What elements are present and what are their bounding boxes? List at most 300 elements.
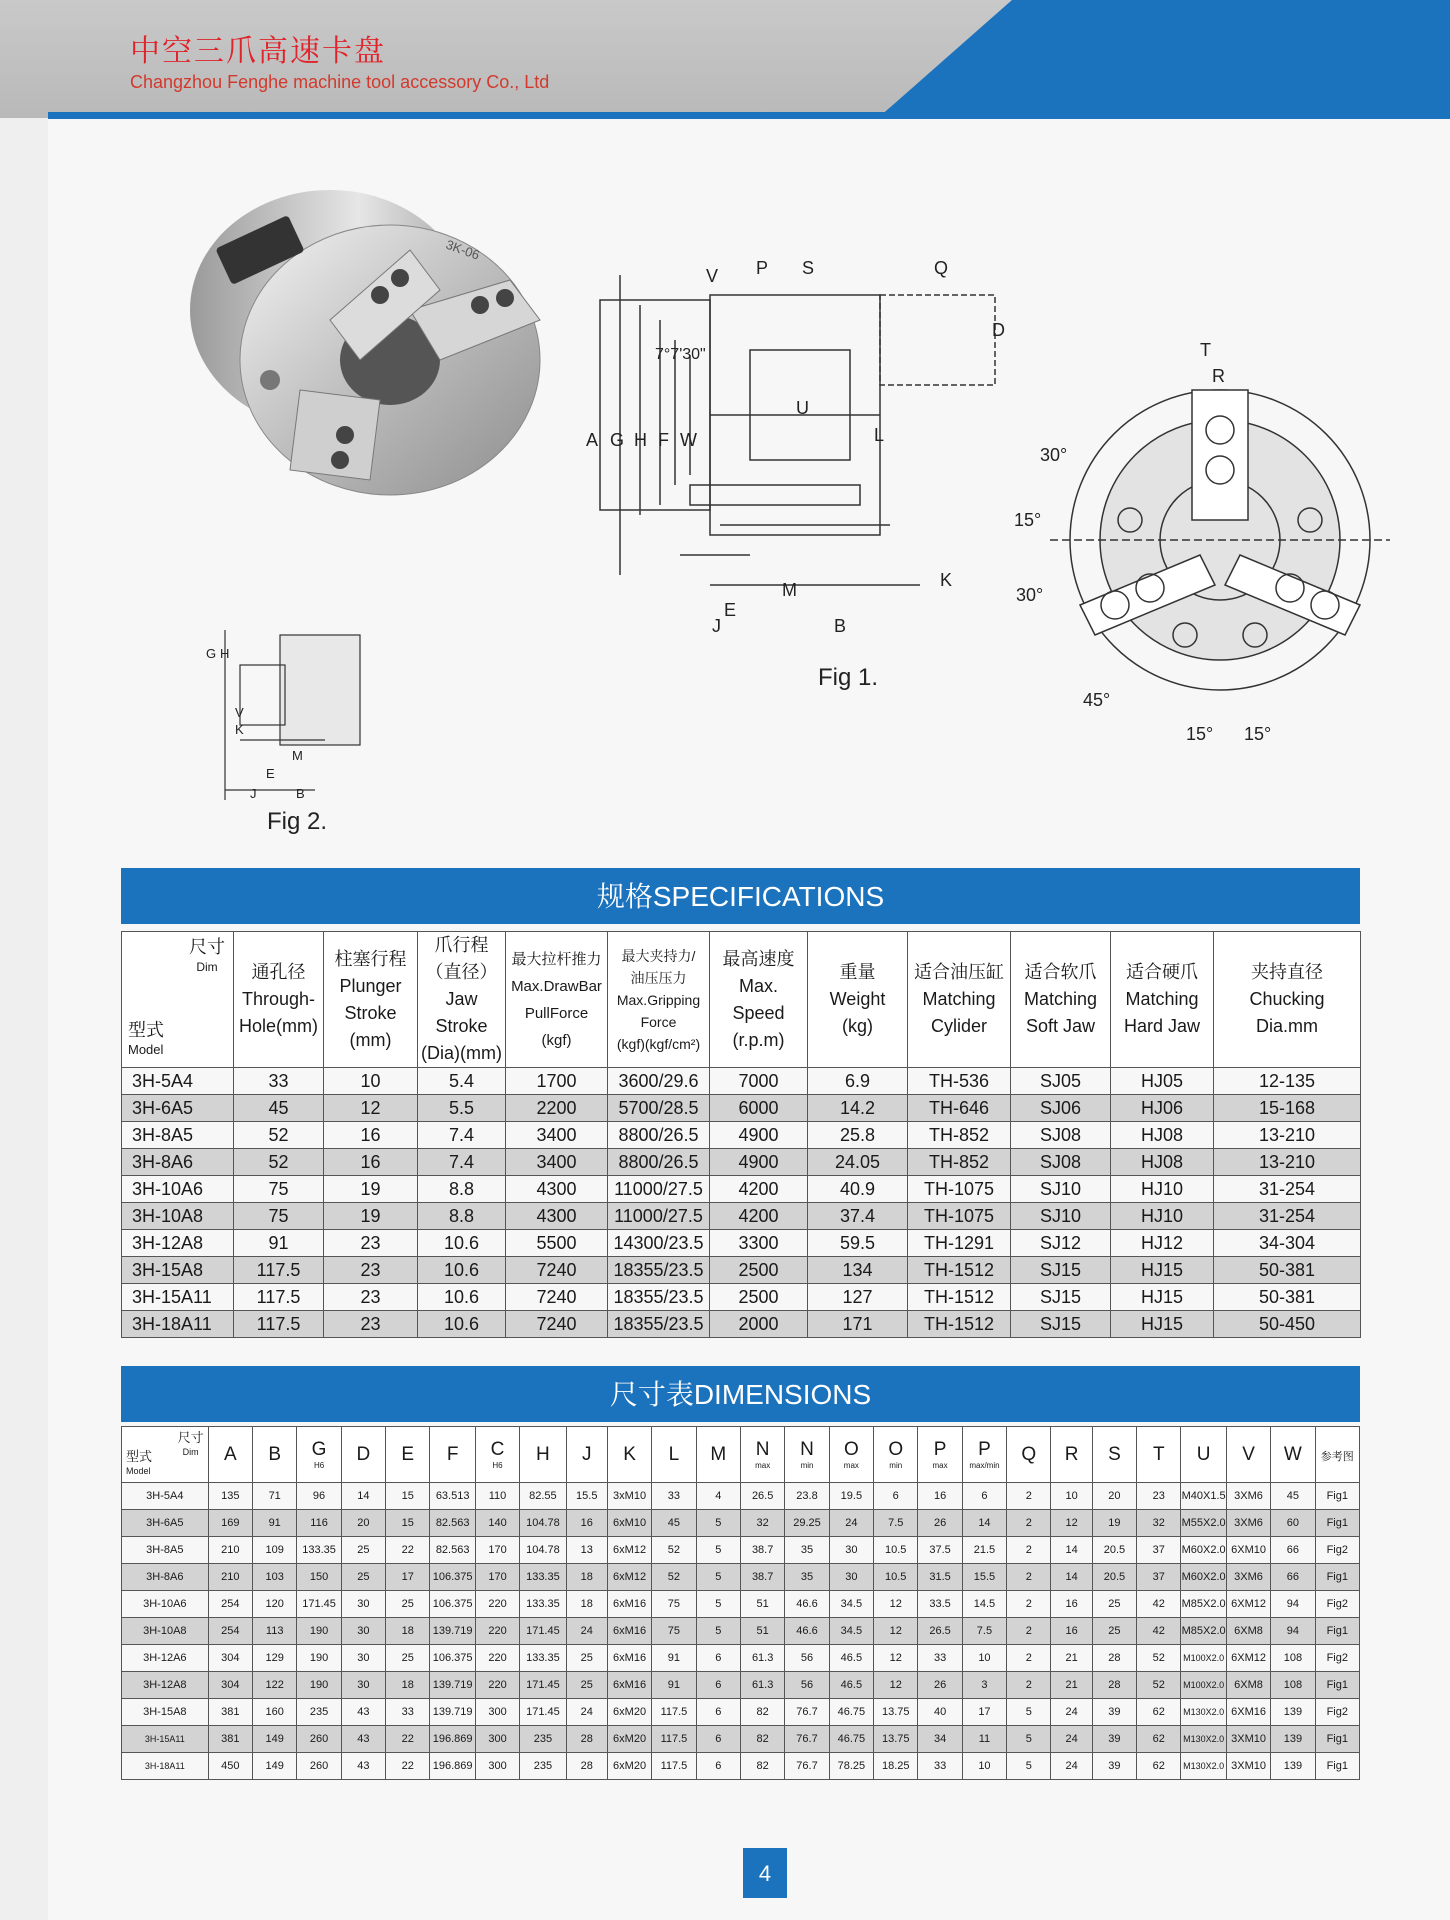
dim-value-cell: 32 — [1137, 1510, 1181, 1537]
spec-value-cell: SJ10 — [1011, 1176, 1111, 1203]
spec-value-cell: 18355/23.5 — [608, 1257, 710, 1284]
spec-value-cell: HJ10 — [1111, 1176, 1214, 1203]
dim-value-cell: 16 — [566, 1510, 607, 1537]
dim-value-cell: 17 — [386, 1564, 430, 1591]
dim-value-cell: 18 — [566, 1564, 607, 1591]
spec-header-through-hole: 通孔径 Through- Hole(mm) — [234, 932, 324, 1068]
dim-value-cell: 66 — [1271, 1564, 1315, 1591]
dim-header-sub: min — [889, 1461, 903, 1470]
dim-value-cell: 30 — [341, 1618, 385, 1645]
dim-value-cell: 30 — [341, 1645, 385, 1672]
dim-value-cell: 196.869 — [430, 1753, 475, 1780]
dim-header-cell — [696, 1427, 740, 1483]
dim-value-cell: 6xM20 — [607, 1699, 651, 1726]
angle-label-30-lower: 30° — [1016, 585, 1044, 605]
spec-value-cell: 11000/27.5 — [608, 1203, 710, 1230]
dim-header-cell — [341, 1427, 385, 1483]
dim-value-cell: 82 — [740, 1726, 784, 1753]
spec-model-cell: 3H-5A4 — [122, 1068, 234, 1095]
spec-value-cell: SJ12 — [1011, 1230, 1111, 1257]
dim-header-label: Q — [1021, 1443, 1037, 1465]
spec-value-cell: 16 — [324, 1122, 418, 1149]
dim-header-label: O — [843, 1439, 859, 1460]
spec-header-cylinder: 适合油压缸 Matching Cylider — [908, 932, 1011, 1068]
dim-value-cell: M130X2.0 — [1181, 1699, 1226, 1726]
dim-table-row — [122, 1726, 1360, 1753]
dim-value-cell: 12 — [874, 1591, 918, 1618]
spec-value-cell: HJ05 — [1111, 1068, 1214, 1095]
dim-header-sub: H6 — [313, 1461, 325, 1470]
spec-value-cell: 5.4 — [418, 1068, 506, 1095]
dim-value-cell: 16 — [1051, 1618, 1092, 1645]
fig1-letter-u: U — [796, 398, 809, 418]
dim-value-cell: 91 — [652, 1645, 696, 1672]
dim-value-cell: M40X1.5 — [1181, 1483, 1226, 1510]
spec-model-cell: 3H-15A11 — [122, 1284, 234, 1311]
dim-value-cell: 25 — [386, 1591, 430, 1618]
spec-value-cell: SJ15 — [1011, 1257, 1111, 1284]
corner-dim-cn: 尺寸 — [189, 937, 225, 957]
fig1-letter-m: M — [782, 580, 797, 600]
dim-header-label: H — [536, 1443, 550, 1465]
dim-value-cell: M55X2.0 — [1181, 1510, 1226, 1537]
spec-value-cell: TH-1291 — [908, 1230, 1011, 1257]
spec-corner-header — [122, 932, 234, 1068]
dim-value-cell: 7.5 — [962, 1618, 1006, 1645]
dim-model-cell: 3H-12A6 — [122, 1645, 209, 1672]
spec-value-cell: 8800/26.5 — [608, 1149, 710, 1176]
spec-value-cell: 13-210 — [1214, 1149, 1361, 1176]
spec-value-cell: 3400 — [506, 1149, 608, 1176]
dim-value-cell: 5 — [1007, 1699, 1051, 1726]
spec-table-row — [122, 1284, 1361, 1311]
dim-value-cell: 109 — [253, 1537, 297, 1564]
dim-value-cell: 25 — [386, 1645, 430, 1672]
chuck-photo — [180, 170, 570, 520]
dim-model-cell: 3H-6A5 — [122, 1510, 209, 1537]
spec-value-cell: 3300 — [710, 1230, 808, 1257]
dim-value-cell: 13 — [566, 1537, 607, 1564]
dim-header-cell — [297, 1427, 341, 1483]
spec-value-cell: 91 — [234, 1230, 324, 1257]
dim-value-cell: 42 — [1137, 1618, 1181, 1645]
fig1-front-view — [1020, 360, 1390, 730]
dim-value-cell: 254 — [208, 1591, 252, 1618]
dim-value-cell: 6xM20 — [607, 1753, 651, 1780]
dim-header-cell — [253, 1427, 297, 1483]
dim-value-cell: 82.563 — [430, 1537, 475, 1564]
dim-value-cell: 108 — [1271, 1645, 1315, 1672]
spec-value-cell: 117.5 — [234, 1257, 324, 1284]
header-rule — [48, 112, 1450, 119]
dim-value-cell: 6XM8 — [1226, 1672, 1270, 1699]
spec-value-cell: 7.4 — [418, 1149, 506, 1176]
dim-value-cell: 235 — [520, 1726, 566, 1753]
dim-value-cell: 139 — [1271, 1753, 1315, 1780]
dim-value-cell: Fig2 — [1315, 1645, 1359, 1672]
dim-value-cell: 52 — [1137, 1645, 1181, 1672]
dim-value-cell: 4 — [696, 1483, 740, 1510]
dim-value-cell: Fig1 — [1315, 1564, 1359, 1591]
dim-value-cell: 5 — [696, 1564, 740, 1591]
dim-table-row — [122, 1537, 1360, 1564]
dim-value-cell: 23 — [1137, 1483, 1181, 1510]
dim-value-cell: M60X2.0 — [1181, 1564, 1226, 1591]
dim-corner-dim-en: Dim — [182, 1447, 199, 1457]
dim-value-cell: 171.45 — [520, 1672, 566, 1699]
dim-value-cell: Fig1 — [1315, 1618, 1359, 1645]
fig2-letter-m: M — [292, 748, 303, 763]
dim-value-cell: 29.25 — [785, 1510, 829, 1537]
spec-value-cell: 1700 — [506, 1068, 608, 1095]
dim-value-cell: 300 — [475, 1699, 519, 1726]
dim-value-cell: 63.513 — [430, 1483, 475, 1510]
spec-value-cell: 24.05 — [808, 1149, 908, 1176]
spec-value-cell: 50-381 — [1214, 1257, 1361, 1284]
angle-label-15-left: 15° — [1014, 510, 1042, 530]
corner-dim-en: Dim — [196, 960, 218, 974]
spec-value-cell: 19 — [324, 1176, 418, 1203]
dim-header-cell — [1092, 1427, 1136, 1483]
dim-model-cell: 3H-15A11 — [122, 1726, 209, 1753]
dim-model-cell: 3H-5A4 — [122, 1483, 209, 1510]
spec-value-cell: 171 — [808, 1311, 908, 1338]
dim-header-label: D — [356, 1443, 371, 1465]
dim-value-cell: 18 — [386, 1672, 430, 1699]
dimensions-title: 尺寸表DIMENSIONS — [121, 1366, 1360, 1422]
spec-value-cell: 52 — [234, 1149, 324, 1176]
spec-value-cell: SJ06 — [1011, 1095, 1111, 1122]
dim-value-cell: 24 — [566, 1618, 607, 1645]
page-title: 中空三爪高速卡盘 — [130, 35, 386, 68]
dim-value-cell: 37 — [1137, 1537, 1181, 1564]
dim-value-cell: 10 — [1051, 1483, 1092, 1510]
spec-value-cell: TH-1512 — [908, 1311, 1011, 1338]
dim-model-cell: 3H-15A8 — [122, 1699, 209, 1726]
dim-value-cell: 106.375 — [430, 1645, 475, 1672]
dim-header-cell — [918, 1427, 962, 1483]
dim-value-cell: 43 — [341, 1699, 385, 1726]
fig2-letter-g: G — [206, 646, 217, 661]
dim-header-label: T — [1152, 1443, 1165, 1465]
dim-value-cell: 31.5 — [918, 1564, 962, 1591]
spec-value-cell: TH-536 — [908, 1068, 1011, 1095]
dim-value-cell: 37.5 — [918, 1537, 962, 1564]
dim-value-cell: 22 — [386, 1753, 430, 1780]
dim-value-cell: M130X2.0 — [1181, 1753, 1226, 1780]
spec-table-row — [122, 1095, 1361, 1122]
dim-value-cell: 122 — [253, 1672, 297, 1699]
dim-value-cell: 3 — [962, 1672, 1006, 1699]
spec-value-cell: HJ06 — [1111, 1095, 1214, 1122]
dim-header-label: L — [668, 1443, 680, 1465]
dim-value-cell: 39 — [1092, 1699, 1136, 1726]
spec-value-cell: TH-1512 — [908, 1257, 1011, 1284]
dim-value-cell: 46.6 — [785, 1591, 829, 1618]
dim-value-cell: M100X2.0 — [1181, 1672, 1226, 1699]
fig1-letter-d: D — [992, 320, 1005, 340]
dim-table-row — [122, 1753, 1360, 1780]
dim-header-label: R — [1064, 1443, 1079, 1465]
dim-header-sub: max/min — [969, 1461, 1000, 1470]
dim-header-sub: max — [932, 1461, 948, 1470]
dim-header-cell — [962, 1427, 1006, 1483]
fig1-letter-l: L — [874, 425, 885, 445]
dim-header-label: J — [582, 1443, 592, 1465]
dim-value-cell: 14 — [1051, 1537, 1092, 1564]
dim-value-cell: 13.75 — [874, 1726, 918, 1753]
dim-value-cell: 46.6 — [785, 1618, 829, 1645]
dim-value-cell: 33 — [652, 1483, 696, 1510]
dim-value-cell: 17 — [962, 1699, 1006, 1726]
dim-value-cell: 23.8 — [785, 1483, 829, 1510]
dim-value-cell: 78.25 — [829, 1753, 873, 1780]
dim-value-cell: M130X2.0 — [1181, 1726, 1226, 1753]
dim-value-cell: 3XM6 — [1226, 1564, 1270, 1591]
spec-value-cell: HJ08 — [1111, 1122, 1214, 1149]
spec-value-cell: TH-852 — [908, 1149, 1011, 1176]
dim-value-cell: 76.7 — [785, 1753, 829, 1780]
dim-header-label: U — [1196, 1443, 1211, 1465]
dim-value-cell: 30 — [341, 1672, 385, 1699]
dim-header-label: B — [268, 1443, 282, 1465]
dim-table-row — [122, 1483, 1360, 1510]
fig1-letter-j: J — [712, 616, 721, 636]
dim-header-label: S — [1108, 1443, 1121, 1465]
dim-value-cell: 39 — [1092, 1726, 1136, 1753]
dim-value-cell: 117.5 — [652, 1753, 696, 1780]
spec-value-cell: 11000/27.5 — [608, 1176, 710, 1203]
dim-value-cell: 35 — [785, 1564, 829, 1591]
dim-value-cell: 171.45 — [297, 1591, 341, 1618]
dim-value-cell: 381 — [208, 1726, 252, 1753]
angle-label-15-b: 15° — [1244, 724, 1272, 744]
dim-header-sub: H6 — [492, 1461, 503, 1470]
page-number: 4 — [743, 1848, 787, 1898]
spec-value-cell: 10.6 — [418, 1257, 506, 1284]
dim-value-cell: 3XM6 — [1226, 1483, 1270, 1510]
dim-value-cell: 210 — [208, 1564, 252, 1591]
dim-value-cell: Fig1 — [1315, 1483, 1359, 1510]
dim-value-cell: 106.375 — [430, 1591, 475, 1618]
spec-value-cell: 50-450 — [1214, 1311, 1361, 1338]
spec-value-cell: 10 — [324, 1068, 418, 1095]
spec-value-cell: 4200 — [710, 1176, 808, 1203]
spec-value-cell: 50-381 — [1214, 1284, 1361, 1311]
dim-value-cell: 46.5 — [829, 1645, 873, 1672]
dim-value-cell: Fig2 — [1315, 1699, 1359, 1726]
specifications-title: 规格SPECIFICATIONS — [121, 868, 1360, 924]
spec-value-cell: 52 — [234, 1122, 324, 1149]
spec-value-cell: 45 — [234, 1095, 324, 1122]
dim-value-cell: 14 — [1051, 1564, 1092, 1591]
dim-value-cell: 26.5 — [918, 1618, 962, 1645]
dim-value-cell: 96 — [297, 1483, 341, 1510]
dim-value-cell: 28 — [566, 1726, 607, 1753]
dim-value-cell: 300 — [475, 1753, 519, 1780]
dim-value-cell: 52 — [1137, 1672, 1181, 1699]
dim-value-cell: 5 — [696, 1537, 740, 1564]
dim-value-cell: Fig2 — [1315, 1537, 1359, 1564]
dim-value-cell: 16 — [1051, 1591, 1092, 1618]
dim-value-cell: 26 — [918, 1510, 962, 1537]
spec-value-cell: 31-254 — [1214, 1203, 1361, 1230]
dim-value-cell: 21.5 — [962, 1537, 1006, 1564]
fig1-letter-k: K — [940, 570, 953, 590]
dim-value-cell: 33 — [918, 1645, 962, 1672]
dim-value-cell: 150 — [297, 1564, 341, 1591]
spec-header-hard-jaw: 适合硬爪 Matching Hard Jaw — [1111, 932, 1214, 1068]
dim-value-cell: 71 — [253, 1483, 297, 1510]
dim-value-cell: 12 — [1051, 1510, 1092, 1537]
dim-header-cell — [652, 1427, 696, 1483]
angle-label-45: 45° — [1083, 690, 1111, 710]
spec-value-cell: 25.8 — [808, 1122, 908, 1149]
spec-model-cell: 3H-10A8 — [122, 1203, 234, 1230]
dim-value-cell: 5 — [696, 1618, 740, 1645]
corner-model-cn: 型式 — [128, 1020, 164, 1040]
dim-value-cell: 108 — [1271, 1672, 1315, 1699]
dim-value-cell: 18.25 — [874, 1753, 918, 1780]
dim-value-cell: 91 — [253, 1510, 297, 1537]
dim-header-label: F — [446, 1443, 459, 1465]
dim-value-cell: 5 — [696, 1591, 740, 1618]
dim-value-cell: 33.5 — [918, 1591, 962, 1618]
dim-value-cell: 18 — [566, 1591, 607, 1618]
dim-value-cell: 133.35 — [520, 1591, 566, 1618]
spec-model-cell: 3H-15A8 — [122, 1257, 234, 1284]
dim-value-cell: 5 — [696, 1510, 740, 1537]
dim-value-cell: 10 — [962, 1645, 1006, 1672]
spec-value-cell: 13-210 — [1214, 1122, 1361, 1149]
dim-value-cell: 160 — [253, 1699, 297, 1726]
dim-value-cell: 133.35 — [520, 1564, 566, 1591]
dim-value-cell: 62 — [1137, 1726, 1181, 1753]
dim-value-cell: 94 — [1271, 1591, 1315, 1618]
spec-value-cell: 8.8 — [418, 1203, 506, 1230]
spec-table-row — [122, 1257, 1361, 1284]
dim-header-cell — [607, 1427, 651, 1483]
spec-value-cell: 37.4 — [808, 1203, 908, 1230]
spec-header-max-speed: 最高速度 Max. Speed (r.p.m) — [710, 932, 808, 1068]
dim-value-cell: 6 — [874, 1483, 918, 1510]
dim-value-cell: 76.7 — [785, 1726, 829, 1753]
dim-value-cell: 2 — [1007, 1591, 1051, 1618]
spec-header-soft-jaw: 适合软爪 Matching Soft Jaw — [1011, 932, 1111, 1068]
dim-value-cell: 20.5 — [1092, 1564, 1136, 1591]
dim-value-cell: 75 — [652, 1591, 696, 1618]
dim-value-cell: 25 — [566, 1645, 607, 1672]
dim-value-cell: 24 — [1051, 1726, 1092, 1753]
dimensions-table — [121, 1426, 1360, 1780]
spec-model-cell: 3H-8A5 — [122, 1122, 234, 1149]
dim-value-cell: 82.55 — [520, 1483, 566, 1510]
dim-value-cell: 2 — [1007, 1537, 1051, 1564]
dim-value-cell: 14 — [962, 1510, 1006, 1537]
dim-value-cell: 22 — [386, 1726, 430, 1753]
dim-value-cell: 25 — [1092, 1591, 1136, 1618]
dim-value-cell: 6 — [696, 1726, 740, 1753]
dim-header-label: M — [710, 1443, 727, 1465]
dim-corner-header — [122, 1427, 209, 1483]
spec-value-cell: TH-1075 — [908, 1176, 1011, 1203]
dim-value-cell: 33 — [386, 1699, 430, 1726]
spec-value-cell: 7.4 — [418, 1122, 506, 1149]
dim-value-cell: 7.5 — [874, 1510, 918, 1537]
dim-value-cell: 12 — [874, 1618, 918, 1645]
dim-value-cell: 6XM10 — [1226, 1537, 1270, 1564]
dim-value-cell: 235 — [297, 1699, 341, 1726]
spec-value-cell: 18355/23.5 — [608, 1284, 710, 1311]
fig2-letter-e: E — [266, 766, 275, 781]
dim-header-label: C — [490, 1439, 505, 1460]
spec-value-cell: 8800/26.5 — [608, 1122, 710, 1149]
corner-model-en: Model — [128, 1042, 164, 1057]
spec-value-cell: 14300/23.5 — [608, 1230, 710, 1257]
spec-header-gripping-force: 最大夹持力/ 油压压力 Max.Gripping Force (kgf)(kgf/cm²) — [608, 932, 710, 1068]
company-name: Changzhou Fenghe machine tool accessory Co., Ltd — [130, 72, 550, 92]
fig1-label: Fig 1. — [818, 664, 879, 691]
dim-value-cell: 304 — [208, 1645, 252, 1672]
fig1-letter-g: G — [610, 430, 625, 450]
dim-value-cell: 60 — [1271, 1510, 1315, 1537]
dim-value-cell: 34.5 — [829, 1618, 873, 1645]
dim-value-cell: 43 — [341, 1726, 385, 1753]
dim-value-cell: 76.7 — [785, 1699, 829, 1726]
dim-value-cell: 11 — [962, 1726, 1006, 1753]
dim-value-cell: 45 — [652, 1510, 696, 1537]
dim-corner-model-en: Model — [126, 1466, 151, 1476]
dim-table-row — [122, 1591, 1360, 1618]
dim-value-cell: 32 — [740, 1510, 784, 1537]
spec-value-cell: 15-168 — [1214, 1095, 1361, 1122]
spec-value-cell: 5500 — [506, 1230, 608, 1257]
spec-value-cell: 12 — [324, 1095, 418, 1122]
dim-header-cell — [1315, 1427, 1359, 1483]
dim-value-cell: 6xM12 — [607, 1564, 651, 1591]
dim-header-cell — [386, 1427, 430, 1483]
fig1-letter-q: Q — [934, 258, 949, 278]
fig2-letter-j: J — [250, 786, 257, 801]
spec-value-cell: 117.5 — [234, 1311, 324, 1338]
dim-value-cell: 5 — [1007, 1726, 1051, 1753]
dim-value-cell: 21 — [1051, 1645, 1092, 1672]
dim-header-cell — [208, 1427, 252, 1483]
spec-model-cell: 3H-10A6 — [122, 1176, 234, 1203]
dim-value-cell: 94 — [1271, 1618, 1315, 1645]
spec-value-cell: 14.2 — [808, 1095, 908, 1122]
dim-table-row — [122, 1672, 1360, 1699]
dim-value-cell: 220 — [475, 1618, 519, 1645]
spec-value-cell: SJ08 — [1011, 1122, 1111, 1149]
dim-value-cell: 30 — [341, 1591, 385, 1618]
spec-table-row — [122, 1176, 1361, 1203]
spec-value-cell: HJ08 — [1111, 1149, 1214, 1176]
dim-value-cell: 91 — [652, 1672, 696, 1699]
dim-value-cell: 26 — [918, 1672, 962, 1699]
dim-value-cell: 14 — [341, 1483, 385, 1510]
dim-value-cell: M85X2.0 — [1181, 1618, 1226, 1645]
dim-value-cell: 2 — [1007, 1483, 1051, 1510]
dim-value-cell: 139 — [1271, 1726, 1315, 1753]
dim-value-cell: 171.45 — [520, 1618, 566, 1645]
dim-value-cell: Fig1 — [1315, 1726, 1359, 1753]
fig2-letter-v: V — [235, 705, 244, 720]
dim-value-cell: 6XM12 — [1226, 1591, 1270, 1618]
fig1-letter-s: S — [802, 258, 815, 278]
spec-value-cell: HJ12 — [1111, 1230, 1214, 1257]
dim-value-cell: 37 — [1137, 1564, 1181, 1591]
